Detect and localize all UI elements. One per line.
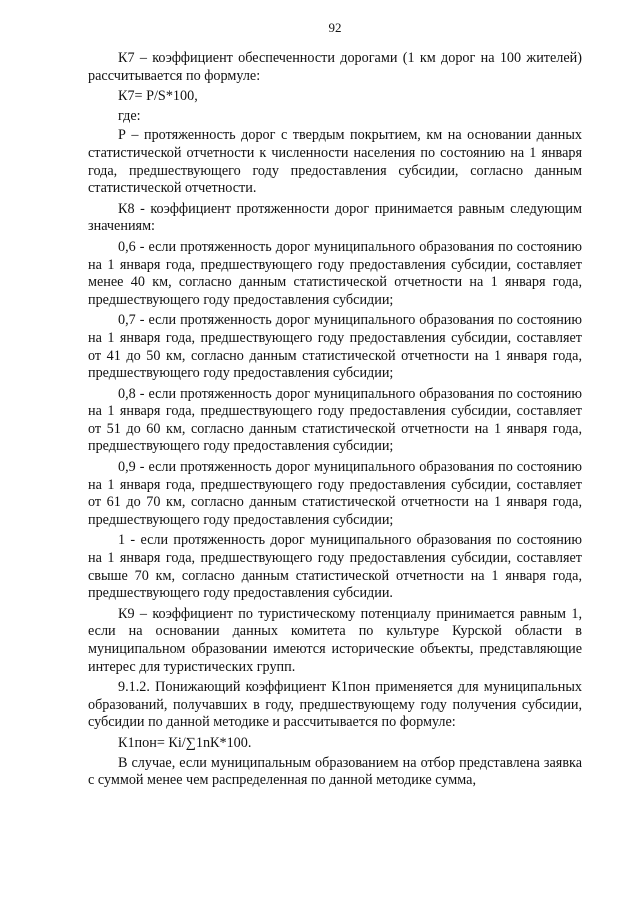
paragraph-k7-intro: К7 – коэффициент обеспеченности дорогами (1 км дорог на 100 жителей) рассчитывается по формуле: — [88, 50, 582, 84]
paragraph-p-definition: Р – протяженность дорог с твердым покрытием, км на основании данных статистической отчетности к численности населения по состоянию на 1 января года, предшествующего году предоставления субсидии, согласно данным статистической отчетности. — [88, 127, 582, 197]
paragraph-k8-value-06: 0,6 - если протяженность дорог муниципального образования по состоянию на 1 января года, предшествующего году предоставления субсидии, составляет менее 40 км, согласно данным статистической отчетности на 1 января года, предшествующего году предоставления субсидии; — [88, 238, 582, 308]
paragraph-k8-value-07: 0,7 - если протяженность дорог муниципального образования по состоянию на 1 января года, предшествующего году предоставления субсидии, составляет от 41 до 50 км, согласно данным статистической отчетности на 1 января года, предшествующего году предоставления субсидии; — [88, 312, 582, 382]
page-number: 92 — [328, 20, 342, 35]
paragraph-k8-intro: К8 - коэффициент протяженности дорог принимается равным следующим значениям: — [88, 200, 582, 235]
paragraph-k8-value-09: 0,9 - если протяженность дорог муниципального образования по состоянию на 1 января года, предшествующего году предоставления субсидии, составляет от 61 до 70 км, согласно данным статистической отчетности на 1 января года, предшествующего году предоставления субсидии; — [88, 459, 582, 528]
formula-k7: К7= P/S*100, — [118, 88, 198, 105]
paragraph-k8-value-1: 1 - если протяженность дорог муниципального образования по состоянию на 1 января года, предшествующего году предоставления субсидии, составляет свыше 70 км, согласно данным статистической отчетности на 1 января года, предшествующего году предоставления субсидии. — [88, 532, 582, 602]
paragraph-k8-value-08: 0,8 - если протяженность дорог муниципального образования по состоянию на 1 января года, предшествующего году предоставления субсидии, составляет от 51 до 60 км, согласно данным статистической отчетности на 1 января года, предшествующего году предоставления субсидии; — [88, 385, 582, 455]
paragraph-k9: К9 – коэффициент по туристическому потенциалу принимается равным 1, если на основании данных комитета по культуре Курской области в муниципальном образовании имеются исторические объекты, представляющие интерес для туристических групп. — [88, 605, 582, 675]
where-label: где: — [118, 107, 141, 124]
formula-k1pon: К1пон= Кi/∑1nК*100. — [118, 734, 252, 751]
paragraph-closing: В случае, если муниципальным образованием на отбор представлена заявка с суммой менее чем распределенная по данной методике сумма, — [88, 754, 582, 789]
document-body — [88, 50, 582, 790]
paragraph-section-9-1-2: 9.1.2. Понижающий коэффициент К1пон применяется для муниципальных образований, получавших в году, предшествующему году получения субсидии, субсидии по данной методике и рассчитывается по формуле: — [88, 679, 582, 731]
